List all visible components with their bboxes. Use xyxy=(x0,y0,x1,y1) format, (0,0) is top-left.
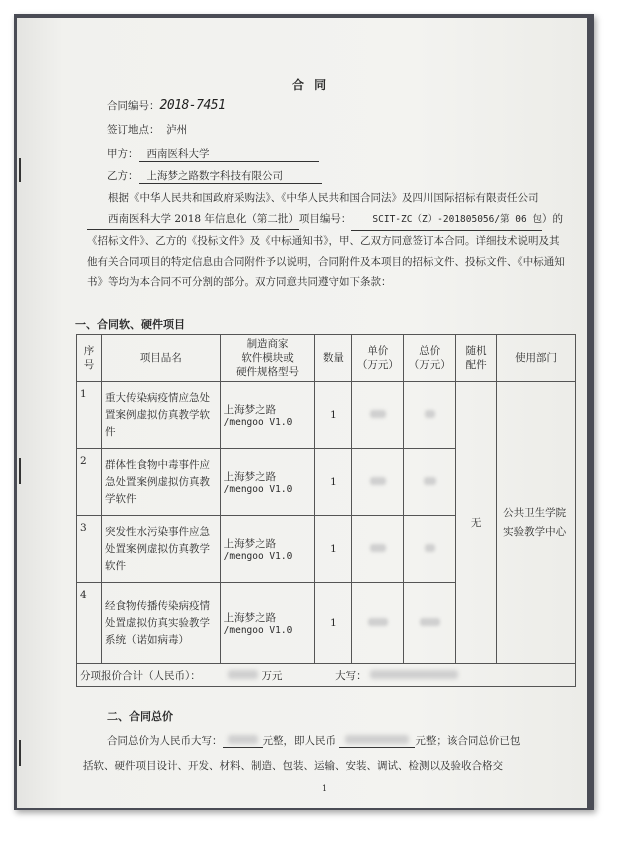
capital-label: 大写： xyxy=(335,669,367,682)
col-header: 使用部门 xyxy=(497,335,576,382)
unit-price-redacted xyxy=(352,382,404,449)
quantity: 1 xyxy=(315,449,352,516)
table-header-row xyxy=(77,335,576,382)
row-number: 3 xyxy=(77,516,102,583)
unit-price-redacted xyxy=(352,449,404,516)
quantity: 1 xyxy=(315,516,352,583)
col-header: 项目品名 xyxy=(101,335,220,382)
total-row xyxy=(77,664,576,687)
contract-page xyxy=(17,18,587,808)
party-a xyxy=(107,146,319,162)
project-number: SCIT-ZC（Z）-201805056/第 06 包 xyxy=(351,210,542,232)
quantity: 1 xyxy=(315,583,352,664)
preamble-text-1: 根据《中华人民共和国政府采购法》、《中华人民共和国合同法》及四川国际招标有限责任公司 xyxy=(108,192,539,204)
model: /mengoo V1.0 xyxy=(223,417,293,428)
department: 公共卫生学院实验教学中心 xyxy=(497,382,576,664)
party-a-label: 甲方： xyxy=(107,148,139,160)
vendor-model xyxy=(220,449,315,516)
col-header: 随机 配件 xyxy=(456,335,497,382)
section-2-text-3: 元整；该合同总价已包 xyxy=(415,735,521,747)
vendor: 上海梦之路 xyxy=(223,471,277,483)
section-2-line-2: 括软、硬件项目设计、开发、材料、制造、包装、运输、安装、调试、检测以及验收合格交 xyxy=(83,760,503,772)
vendor-model xyxy=(220,516,315,583)
sign-place xyxy=(107,122,187,137)
section-2-text-2: 元整，即人民币 xyxy=(262,735,336,747)
total-price-redacted xyxy=(404,449,456,516)
total-price-redacted xyxy=(404,516,456,583)
page-title: 合 同 xyxy=(292,78,330,92)
margin-mark xyxy=(19,158,21,182)
preamble-text-2: 项目编号： xyxy=(298,212,352,225)
table-row xyxy=(77,382,576,449)
total-unit: 万元 xyxy=(261,669,283,682)
vendor: 上海梦之路 xyxy=(223,404,277,416)
party-b-value: 上海梦之路数字科技有限公司 xyxy=(139,168,322,184)
vendor-model xyxy=(220,382,315,449)
total-cell xyxy=(77,664,576,687)
item-name: 经食物传播传染病疫情处置虚拟仿真实验教学系统（诺如病毒） xyxy=(101,583,220,664)
preamble-text-3: ）的《招标文件》、乙方的《投标文件》及《中标通知书》，甲、乙双方同意签订本合同。详细技术说明及其他有关合同项目的特定信息由合同附件予以说明，合同附件及本项目的招标文件、投标文件、《中标通知书》等均为本合同不可分割的部分。双方同意共同遵守如下条款： xyxy=(87,212,565,288)
contract-number-value: 2018-7451 xyxy=(159,98,226,113)
col-header: 数量 xyxy=(315,335,352,382)
unit-price-redacted xyxy=(352,516,404,583)
page-number: 1 xyxy=(322,784,328,793)
col-header: 单价 （万元） xyxy=(352,335,404,382)
total-label: 分项报价合计（人民币）： xyxy=(80,669,201,682)
col-header: 制造商家 软件模块或 硬件规格型号 xyxy=(220,335,315,382)
margin-mark xyxy=(19,740,21,766)
items-table xyxy=(76,334,576,687)
row-number: 2 xyxy=(77,449,102,516)
vendor-model xyxy=(220,583,315,664)
party-b xyxy=(107,168,322,184)
section-1-heading: 一、合同软、硬件项目 xyxy=(75,318,185,331)
model: /mengoo V1.0 xyxy=(223,484,293,495)
accessories: 无 xyxy=(456,382,497,664)
contract-number-label: 合同编号： xyxy=(107,100,160,112)
section-2-heading: 二、合同总价 xyxy=(107,710,173,723)
vendor: 上海梦之路 xyxy=(223,612,277,624)
total-price-redacted xyxy=(404,382,456,449)
model: /mengoo V1.0 xyxy=(223,551,293,562)
contract-number xyxy=(107,98,225,113)
item-name: 重大传染病疫情应急处置案例虚拟仿真教学软件 xyxy=(101,382,220,449)
unit-price-redacted xyxy=(352,583,404,664)
col-header: 序号 xyxy=(77,335,102,382)
row-number: 1 xyxy=(77,382,102,449)
section-2-line-1 xyxy=(107,733,520,748)
sign-place-label: 签订地点： xyxy=(107,124,160,136)
section-2-text-1: 合同总价为人民币大写： xyxy=(107,735,223,747)
row-number: 4 xyxy=(77,583,102,664)
item-name: 群体性食物中毒事件应急处置案例虚拟仿真教学软件 xyxy=(101,449,220,516)
col-header: 总价 （万元） xyxy=(404,335,456,382)
margin-mark xyxy=(19,458,21,484)
preamble-paragraph xyxy=(87,188,567,293)
project-name: 西南医科大学 2018 年信息化（第二批） xyxy=(87,209,299,231)
model: /mengoo V1.0 xyxy=(223,625,293,636)
quantity: 1 xyxy=(315,382,352,449)
document-photo xyxy=(14,14,594,810)
total-price-redacted xyxy=(404,583,456,664)
party-a-value: 西南医科大学 xyxy=(139,146,319,162)
vendor: 上海梦之路 xyxy=(223,538,277,550)
item-name: 突发性水污染事件应急处置案例虚拟仿真教学软件 xyxy=(101,516,220,583)
party-b-label: 乙方： xyxy=(107,170,139,182)
sign-place-value: 泸州 xyxy=(166,124,188,136)
